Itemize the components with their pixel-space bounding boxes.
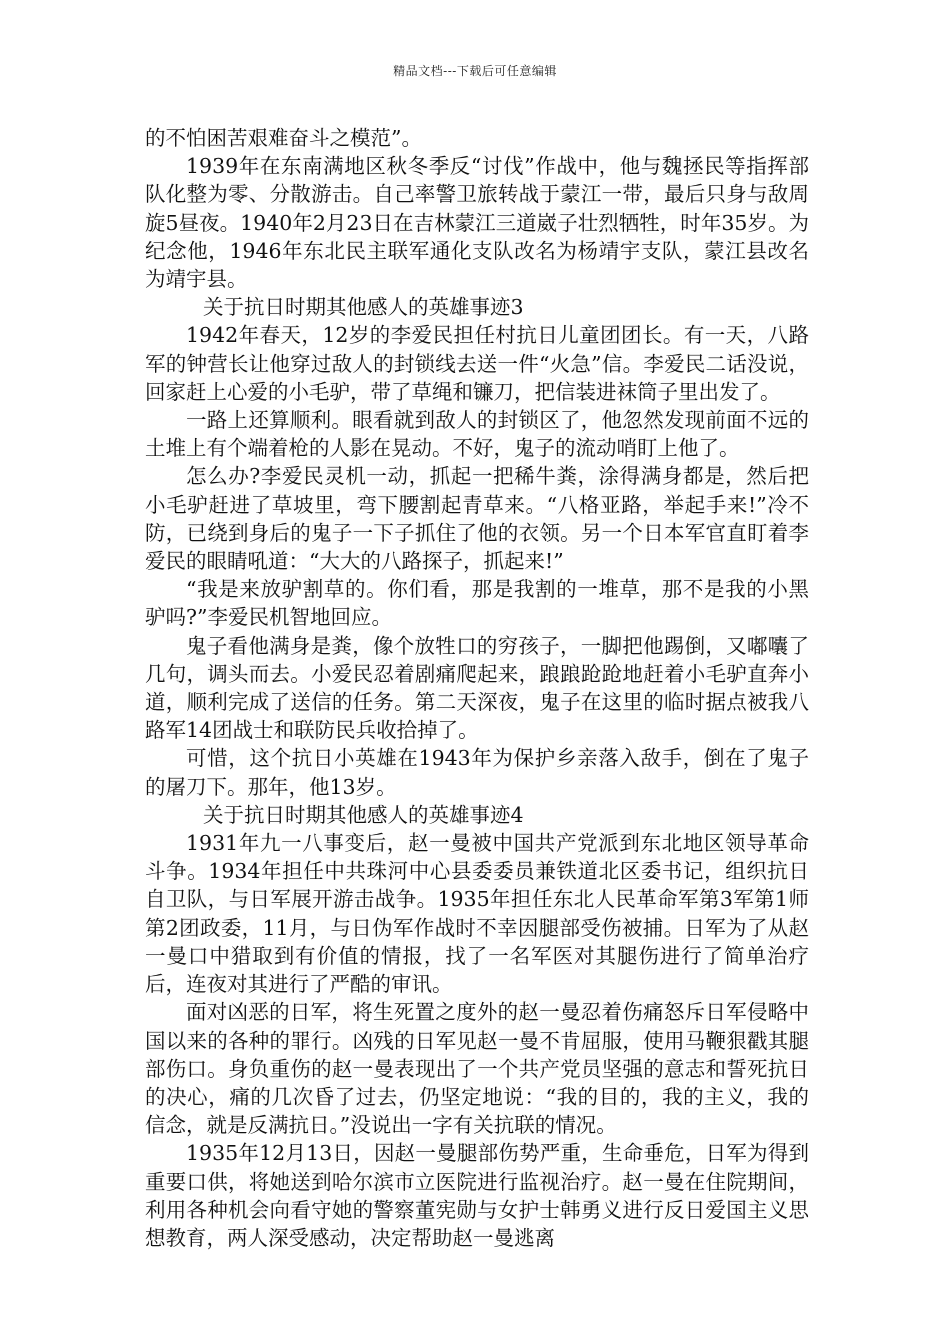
paragraph-continuation: 的不怕困苦艰难奋斗之模范”。 xyxy=(145,126,422,150)
paragraph: 1942年春天，12岁的李爱民担任村抗日儿童团团长。有一天，八路军的钟营长让他穿过敌人的封锁线去送一件“火急”信。李爱民二话没说，回家赶上心爱的小毛驴，带了草绳和镰刀，把信装进袜筒子里出发了。 xyxy=(145,323,809,404)
paragraph: 1931年九一八事变后，赵一曼被中国共产党派到东北地区领导革命斗争。1934年担任中共珠河中心县委委员兼铁道北区委书记，组织抗日自卫队，与日军展开游击战争。1935年担任东北人民革命军第3军第1师第2团政委，11月，与日伪军作战时不幸因腿部受伤被捕。日军为了从赵一曼口中猎取到有价值的情报，找了一名军医对其腿伤进行了简单治疗后，连夜对其进行了严酷的审讯。 xyxy=(145,831,809,997)
document-body xyxy=(145,124,809,1252)
section-heading: 关于抗日时期其他感人的英雄事迹4 xyxy=(203,802,524,827)
paragraph: 1935年12月13日，因赵一曼腿部伤势严重，生命垂危，日军为得到重要口供，将她送到哈尔滨市立医院进行监视治疗。赵一曼在住院期间，利用各种机会向看守她的警察董宪勋与女护士韩勇义进行反日爱国主义思想教育，两人深受感动，决定帮助赵一曼逃离 xyxy=(145,1141,809,1250)
page-header: 精品文档---下载后可任意编辑 xyxy=(393,64,557,78)
paragraph: “我是来放驴割草的。你们看，那是我割的一堆草，那不是我的小黑驴吗?”李爱民机智地回应。 xyxy=(145,577,809,630)
section-heading: 关于抗日时期其他感人的英雄事迹3 xyxy=(203,295,524,320)
paragraph: 1939年在东南满地区秋冬季反“讨伐”作战中，他与魏拯民等指挥部队化整为零、分散游击。自己率警卫旅转战于蒙江一带，最后只身与敌周旋5昼夜。1940年2月23日在吉林蒙江三道崴子壮烈牺牲，时年35岁。为纪念他，1946年东北民主联军通化支队改名为杨靖宇支队，蒙江县改名为靖宇县。 xyxy=(145,154,809,292)
paragraph: 鬼子看他满身是粪，像个放牲口的穷孩子，一脚把他踢倒，又嘟囔了几句，调头而去。小爱民忍着剧痛爬起来，踉踉跄跄地赶着小毛驴直奔小道，顺利完成了送信的任务。第二天深夜，鬼子在这里的临时据点被我八路军14团战士和联防民兵收拾掉了。 xyxy=(145,633,809,743)
paragraph: 可惜，这个抗日小英雄在1943年为保护乡亲落入敌手，倒在了鬼子的屠刀下。那年，他13岁。 xyxy=(145,746,809,799)
paragraph: 面对凶恶的日军，将生死置之度外的赵一曼忍着伤痛怒斥日军侵略中国以来的各种的罪行。凶残的日军见赵一曼不肯屈服，使用马鞭狠戳其腿部伤口。身负重伤的赵一曼表现出了一个共产党员坚强的意志和誓死抗日的决心，痛的几次昏了过去，仍坚定地说：“我的目的，我的主义，我的信念，就是反满抗日。”没说出一字有关抗联的情况。 xyxy=(145,1000,809,1138)
paragraph: 怎么办?李爱民灵机一动，抓起一把稀牛粪，涂得满身都是，然后把小毛驴赶进了草坡里，弯下腰割起青草来。“八格亚路，举起手来!”冷不防，已绕到身后的鬼子一下子抓住了他的衣领。另一个日本军官直盯着李爱民的眼睛吼道：“大大的八路探子，抓起来!” xyxy=(145,464,809,574)
paragraph: 一路上还算顺利。眼看就到敌人的封锁区了，他忽然发现前面不远的土堆上有个端着枪的人影在晃动。不好，鬼子的流动哨盯上他了。 xyxy=(145,408,809,461)
